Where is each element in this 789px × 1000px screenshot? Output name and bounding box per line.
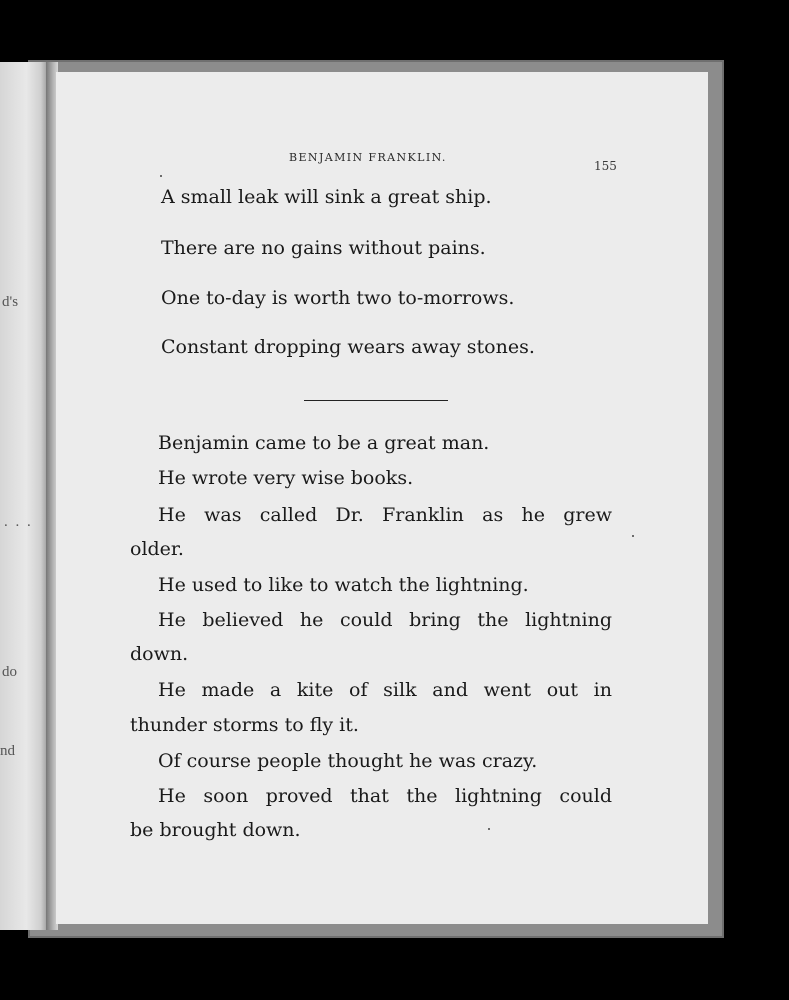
- body-line: Benjamin came to be a great man.: [158, 432, 490, 454]
- running-head: BENJAMIN FRANKLIN.: [289, 151, 447, 164]
- page-number: 155: [594, 159, 617, 173]
- proverb-line: Constant dropping wears away stones.: [161, 336, 535, 358]
- proverb-line: There are no gains without pains.: [161, 237, 486, 259]
- body-line: He soon proved that the lightning could: [158, 785, 612, 807]
- scan-speck: [488, 828, 490, 830]
- left-page-fragment: . . .: [4, 514, 33, 530]
- body-line: Of course people thought he was crazy.: [158, 750, 538, 772]
- body-line: He wrote very wise books.: [158, 467, 414, 489]
- body-line: He used to like to watch the lightning.: [158, 574, 529, 596]
- body-line: He was called Dr. Franklin as he grew: [158, 504, 612, 526]
- left-page: [0, 62, 48, 930]
- body-line: He made a kite of silk and went out in: [158, 679, 612, 701]
- body-line: thunder storms to fly it.: [130, 714, 359, 736]
- section-divider: [304, 400, 448, 401]
- body-line: older.: [130, 538, 184, 560]
- proverb-line: One to-day is worth two to-morrows.: [161, 287, 515, 309]
- body-line: down.: [130, 643, 189, 665]
- left-page-fragment: nd: [0, 743, 15, 759]
- left-page-fragment: do: [2, 664, 17, 680]
- body-line: He believed he could bring the lightning: [158, 609, 612, 631]
- scan-speck: [160, 175, 162, 177]
- proverb-line: A small leak will sink a great ship.: [161, 186, 492, 208]
- body-line: be brought down.: [130, 819, 301, 841]
- left-page-fragment: d's: [2, 294, 19, 310]
- scan-speck: [632, 535, 634, 537]
